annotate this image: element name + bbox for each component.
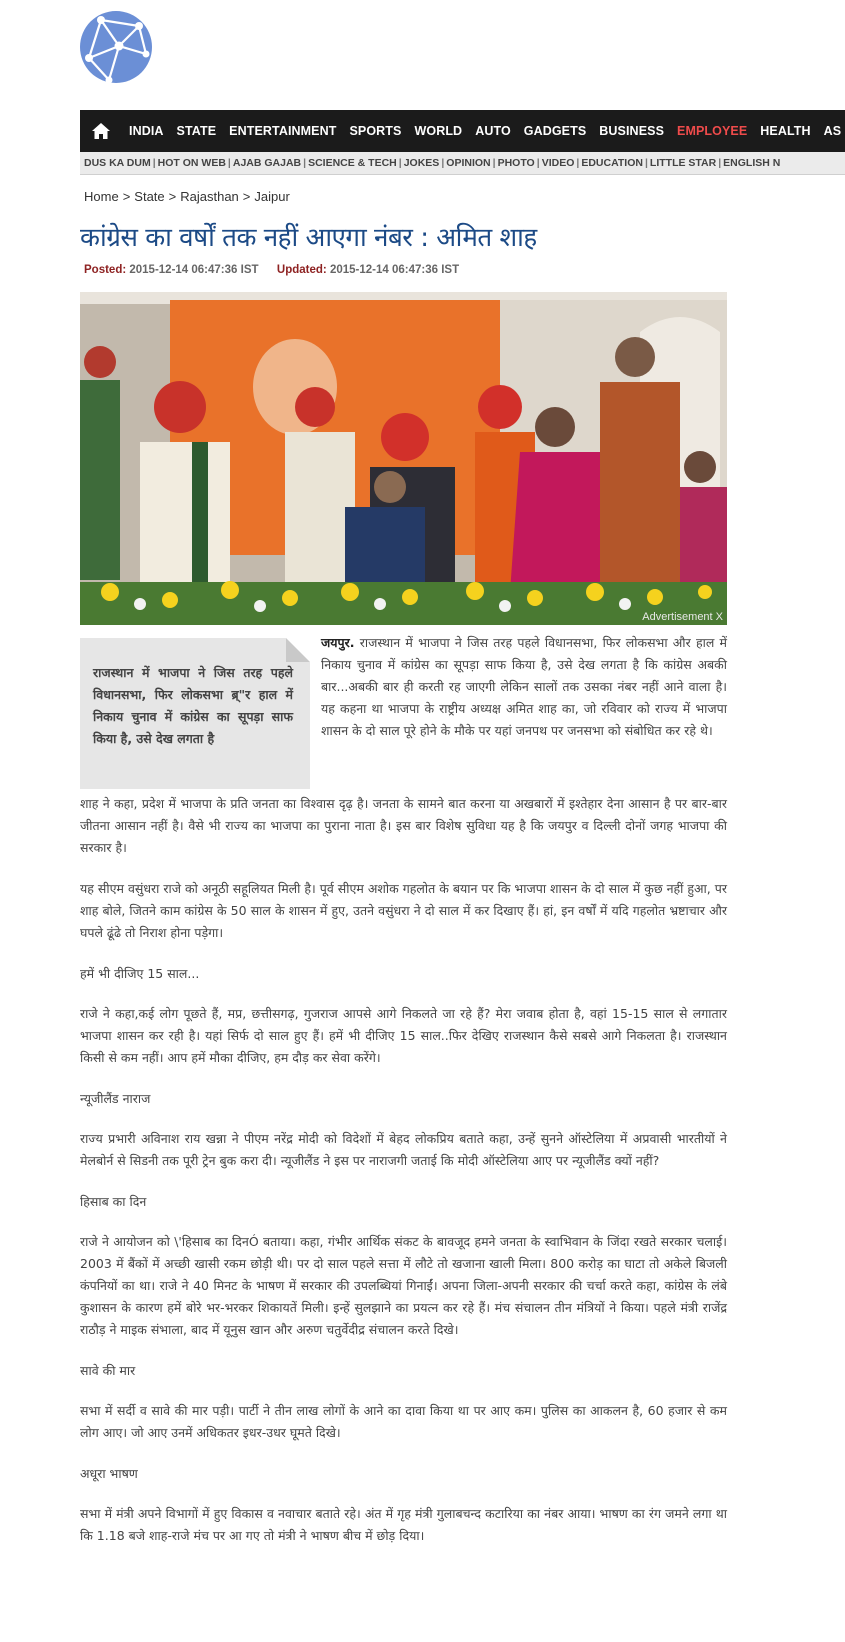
pull-quote [80, 638, 310, 789]
paragraph: सभा में सर्दी व सावे की मार पड़ी। पार्टी ने तीन लाख लोगों के आने का दावा किया था पर आए कम। पुलिस का आकलन है, 60 हजार से कम लोग आए। जो आए उनमें अधिकतर इधर-उधर घूमते दिखे। [80, 1403, 727, 1440]
nav-item-as[interactable]: AS [823, 124, 842, 138]
subheading: न्यूजीलैंड नाराज [80, 1091, 151, 1106]
main-navbar [80, 110, 845, 152]
nav-item-employee[interactable]: EMPLOYEE [677, 124, 748, 138]
nav-item-business[interactable]: BUSINESS [599, 124, 665, 138]
article-photo [80, 292, 727, 625]
paragraph: राजे ने कहा,कई लोग पूछते हैं, मप्र, छत्तीसगढ़, गुजराज आपसे आगे निकलते जा रहे हैं? मेरा जवाब होता है, वहां 15-15 साल से लगातार भाजपा शासन कर रही है। यहां सिर्फ दो साल हुए हैं। हमें भी दीजिए 15 साल..फिर देखिए राजस्थान कैसे सबसे आगे निकलता है। राजस्थान किसी से कम नहीं। आप हमें मौका दीजिए, हम दौड़ कर सेवा करेंगे। [80, 1006, 727, 1065]
subnav-separator: | [718, 157, 722, 169]
breadcrumb-rajasthan[interactable]: Rajasthan [180, 189, 239, 204]
nav-item-india[interactable]: INDIA [129, 124, 164, 138]
subnav-item-hot-on-web[interactable]: HOT ON WEB [157, 157, 226, 169]
subnav-separator: | [576, 157, 580, 169]
paragraph: राजे ने आयोजन को \'हिसाब का दिनÓ बताया। कहा, गंभीर आर्थिक संकट के बावजूद हमने जनता के स्वाभिवान के जिंदा रखते सरकार चलाई। 2003 में बैंकों में अच्छी खासी रकम छोड़ी थी। पर दो साल पहले सत्ता में लौटे तो खजाना खाली मिला। 800 करोड़ का घाटा तो अकेले बिजली कंपनियों का था। राजे ने 40 मिनट के भाषण में सरकार की उपलब्धियां गिनाईं। अपना जिला-अपनी सरकार की चर्चा करते कहा, कांग्रेस के लंबे कुशासन के कारण हमें बोरे भर-भरकर शिकायतें मिली। इन्हें सुलझाने का प्रयत्न कर रहे हैं। मंच संचालन तीन मंत्रियों ने किया। पहले मंत्री राजेंद्र राठौड़ ने माइक संभाला, बाद में यूनुस खान और अरुण चतुर्वेदीद्र संचालन करते दिखे। [80, 1234, 727, 1337]
rally-stage-illustration [80, 292, 727, 625]
nav-item-health[interactable]: HEALTH [760, 124, 811, 138]
subnav-item-video[interactable]: VIDEO [541, 157, 575, 169]
subnav-separator: | [441, 157, 445, 169]
site-logo[interactable] [79, 10, 153, 84]
sub-navbar [80, 152, 845, 175]
updated-label: Updated: [276, 264, 327, 276]
updated-date: 2015-12-14 06:47:36 IST [329, 264, 460, 276]
dateline: जयपुर. [321, 635, 355, 650]
subnav-separator: | [303, 157, 307, 169]
nav-item-auto[interactable]: AUTO [475, 124, 511, 138]
lead-text: राजस्थान में भाजपा ने जिस तरह पहले विधानसभा, फिर लोकसभा और हाल में निकाय चुनाव में कांग्रेस का सूपड़ा साफ किया है, उसे देख लगता है कि कांग्रेस अबकी बार...अबकी बार ही करती रह जाएगी लेकिन सालों तक उसका नंबर नहीं आने वाला है। यह कहना था भाजपा के राष्ट्रीय अध्यक्ष अमित शाह का, जो रविवार को राज्य में भाजपा शासन के दो साल पूरे होने के मौके पर यहां जनपथ पर जनसभा को संबोधित कर रहे थे। [321, 635, 727, 738]
subnav-item-photo[interactable]: PHOTO [497, 157, 535, 169]
breadcrumb-jaipur[interactable]: Jaipur [254, 189, 290, 204]
article-body [80, 793, 727, 1566]
page-fold-decoration [286, 638, 310, 662]
nav-item-state[interactable]: STATE [176, 124, 217, 138]
home-icon[interactable] [91, 121, 111, 141]
nav-item-gadgets[interactable]: GADGETS [523, 124, 587, 138]
subheading: हिसाब का दिन [80, 1194, 147, 1209]
subnav-separator: | [536, 157, 540, 169]
pull-quote-text: राजस्थान में भाजपा ने जिस तरह पहले विधानसभा, फिर लोकसभा ब्र्"र हाल में निकाय चुनाव में कांग्रेस का सूपड़ा साफ किया है, उसे देख लगता है [93, 665, 293, 746]
subheading: अधूरा भाषण [80, 1466, 138, 1481]
article-meta [84, 264, 459, 276]
breadcrumb-separator: > [168, 189, 177, 204]
subnav-separator: | [492, 157, 496, 169]
paragraph: सभा में मंत्री अपने विभागों में हुए विकास व नवाचार बताते रहे। अंत में गृह मंत्री गुलाबचन्द कटारिया का नंबर आया। भाषण का रंग जमने लगा था कि 1.18 बजे शाह-राजे मंच पर आ गए तो मंत्री ने भाषण बीच में छोड़ दिया। [80, 1506, 727, 1543]
subnav-item-jokes[interactable]: JOKES [403, 157, 440, 169]
paragraph: राज्य प्रभारी अविनाश राय खन्ना ने पीएम नरेंद्र मोदी को विदेशों में बेहद लोकप्रिय बताते कहा, उन्हें सुनने ऑस्टेलिया में अप्रवासी भारतीयों ने मेलबोर्न से सिडनी तक पूरी ट्रेन बुक करा दी। न्यूजीलैंड ने इस पर नाराजगी जताई कि मोदी ऑस्टेलिया आए पर न्यूजीलैंड क्यों नहीं? [80, 1131, 727, 1168]
nav-item-entertainment[interactable]: ENTERTAINMENT [229, 124, 337, 138]
subnav-separator: | [644, 157, 648, 169]
breadcrumb-state[interactable]: State [134, 189, 165, 204]
breadcrumb [84, 189, 290, 204]
subnav-item-science-tech[interactable]: SCIENCE & TECH [308, 157, 397, 169]
lead-paragraph [321, 632, 727, 742]
subnav-separator: | [227, 157, 231, 169]
article-title: कांग्रेस का वर्षों तक नहीं आएगा नंबर : अमित शाह [80, 223, 537, 253]
breadcrumb-separator: > [242, 189, 251, 204]
subnav-separator: | [152, 157, 156, 169]
subnav-item-ajab-gajab[interactable]: AJAB GAJAB [232, 157, 302, 169]
subnav-menu [80, 152, 845, 174]
image-watermark: Advertisement X [642, 611, 723, 623]
posted-label: Posted: [84, 264, 127, 276]
globe-network-icon [79, 10, 153, 84]
subnav-item-dus-ka-dum[interactable]: DUS KA DUM [84, 157, 151, 169]
paragraph: शाह ने कहा, प्रदेश में भाजपा के प्रति जनता का विश्वास दृढ़ है। जनता के सामने बात करना या अखबारों में इश्तेहार देना आसान है पर बार-बार जीतना आसान नहीं है। वैसे भी राज्य का भाजपा का पुराना नाता है। इस बार विशेष सुविधा यह है कि जयपुर व दिल्ली दोनों जगह भाजपा की सरकार है। [80, 796, 727, 855]
subnav-item-english-n[interactable]: ENGLISH N [723, 157, 781, 169]
nav-menu [129, 110, 845, 152]
breadcrumb-separator: > [122, 189, 131, 204]
subheading: सावे की मार [80, 1363, 136, 1378]
subnav-item-education[interactable]: EDUCATION [581, 157, 643, 169]
paragraph: यह सीएम वसुंधरा राजे को अनूठी सहूलियत मिली है। पूर्व सीएम अशोक गहलोत के बयान पर कि भाजपा शासन के दो साल में कुछ नहीं हुआ, पर शाह बोले, जितने काम कांग्रेस के 50 साल के शासन में हुए, उतने वसुंधरा ने दो साल में कर दिखाए हैं। हां, इन वर्षों में यदि गहलोत भ्रष्टाचार और घपले ढूंढे तो निराश होना पड़ेगा। [80, 881, 727, 940]
subnav-item-opinion[interactable]: OPINION [446, 157, 491, 169]
breadcrumb-home[interactable]: Home [84, 189, 119, 204]
subnav-separator: | [398, 157, 402, 169]
nav-item-world[interactable]: WORLD [414, 124, 463, 138]
posted-date: 2015-12-14 06:47:36 IST [129, 264, 259, 276]
subheading: हमें भी दीजिए 15 साल... [80, 966, 200, 981]
subnav-item-little-star[interactable]: LITTLE STAR [649, 157, 717, 169]
nav-item-sports[interactable]: SPORTS [349, 124, 402, 138]
